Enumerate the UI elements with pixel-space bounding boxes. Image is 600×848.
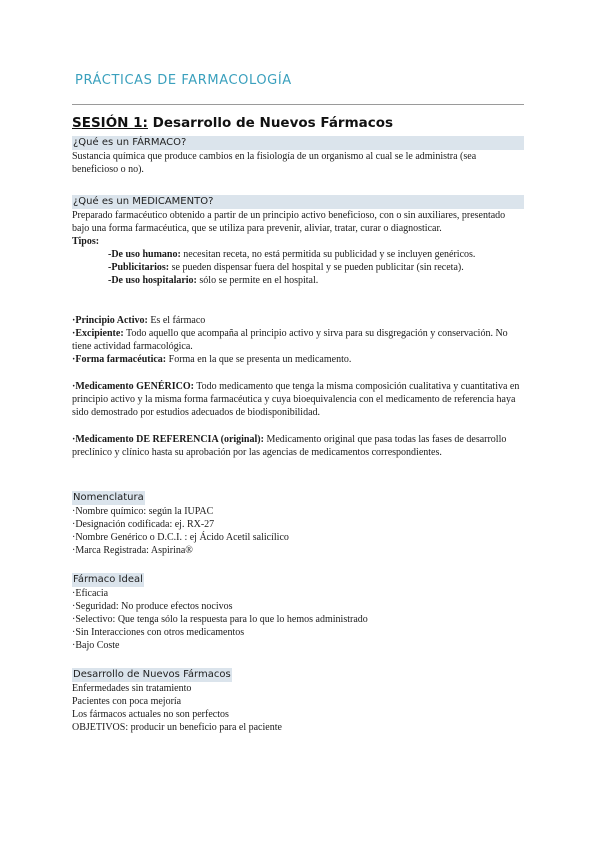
title-divider: [72, 104, 524, 105]
section-nomenclatura: [72, 487, 524, 557]
list-item: OBJETIVOS: producir un beneficio para el paciente: [72, 722, 282, 733]
list-item: Pacientes con poca mejoría: [72, 696, 182, 707]
document-title: PRÁCTICAS DE FARMACOLOGÍA: [75, 73, 292, 88]
list-item: ·Marca Registrada: Aspirina®: [72, 545, 193, 556]
session-number: SESIÓN 1:: [72, 115, 148, 131]
list-item: ·Bajo Coste: [72, 640, 120, 651]
generico-definition: ·Medicamento GENÉRICO: Todo medicamento que tenga la misma composición cualitativa y cuantitativa en principio activo y la misma forma farmacéutica y cuya bioequivalencia con el medicamento de referencia haya sido demostrado por estudios adecuados de biodisponibilidad.: [72, 381, 520, 418]
list-item: ·Seguridad: No produce efectos nocivos: [72, 601, 233, 612]
list-item: ·Nombre químico: según la IUPAC: [72, 506, 214, 517]
definition-item: ·Principio Activo: Es el fármaco: [72, 315, 206, 326]
list-item: Los fármacos actuales no son perfectos: [72, 709, 229, 720]
session-heading: [72, 115, 393, 131]
list-item: ·Sin Interacciones con otros medicamentos: [72, 627, 245, 638]
tipo-item: -De uso humano: necesitan receta, no está permitida su publicidad y se incluyen genéricos.: [108, 249, 476, 260]
section-referencia: [72, 433, 524, 459]
tipo-item: -De uso hospitalario: sólo se permite en el hospital.: [108, 275, 319, 286]
list-item: Enfermedades sin tratamiento: [72, 683, 192, 694]
section-medicamento: [72, 195, 524, 287]
section-generico: [72, 380, 524, 419]
farmaco-definition: Sustancia química que produce cambios en la fisiología de un organismo al cual se le administra (sea beneficioso o no).: [72, 151, 477, 175]
nomenclatura-heading: Nomenclatura: [73, 492, 144, 503]
desarrollo-heading: Desarrollo de Nuevos Fármacos: [73, 669, 231, 680]
session-title: Desarrollo de Nuevos Fármacos: [147, 115, 394, 131]
farmaco-heading: ¿Qué es un FÁRMACO?: [72, 136, 524, 150]
ideal-heading: Fármaco Ideal: [73, 574, 143, 585]
definition-item: ·Forma farmacéutica: Forma en la que se presenta un medicamento.: [72, 354, 352, 365]
section-farmaco: [72, 136, 524, 176]
list-item: ·Eficacia: [72, 588, 109, 599]
referencia-definition: ·Medicamento DE REFERENCIA (original): Medicamento original que pasa todas las fases de desarrollo preclínico y clínico hasta su aprobación por las agencias de medicamentos correspondientes.: [72, 434, 507, 458]
list-item: ·Designación codificada: ej. RX-27: [72, 519, 215, 530]
list-item: ·Selectivo: Que tenga sólo la respuesta para lo que lo hemos administrado: [72, 614, 368, 625]
list-item: ·Nombre Genérico o D.C.I. : ej Ácido Acetil salicílico: [72, 532, 289, 543]
definition-item: ·Excipiente: Todo aquello que acompaña al principio activo y sirva para su disgregación y conservación. No tiene actividad farmacológica.: [72, 328, 508, 352]
section-definiciones: [72, 314, 524, 366]
section-farmaco-ideal: [72, 569, 524, 652]
tipo-item: -Publicitarios: se pueden dispensar fuera del hospital y se pueden publicitar (sin receta).: [108, 262, 464, 273]
tipos-label: Tipos:: [72, 236, 100, 247]
section-desarrollo: [72, 664, 524, 734]
medicamento-definition: Preparado farmacéutico obtenido a partir de un principio activo beneficioso, con o sin auxiliares, presentado bajo una forma farmacéutica, que se utiliza para prevenir, aliviar, tratar, curar o diagnosticar.: [72, 210, 506, 234]
medicamento-heading: ¿Qué es un MEDICAMENTO?: [72, 195, 524, 209]
